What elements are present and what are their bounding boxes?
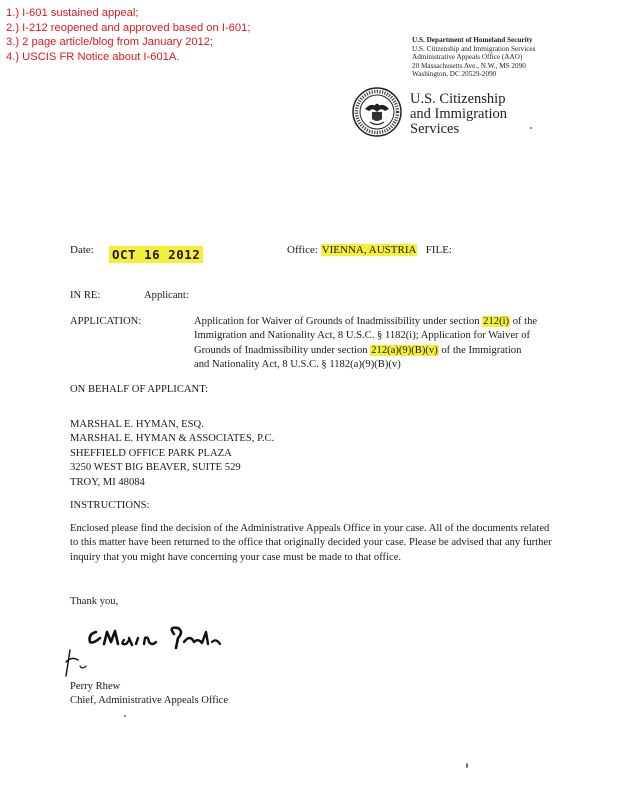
office-line (287, 244, 452, 256)
inre-label: IN RE: (70, 290, 101, 301)
scan-speck (530, 127, 532, 129)
instructions-body: Enclosed please find the decision of the Administrative Appeals Office in your case. All of the documents related to this matter have been returned to the office that originally decided your case. Please be advised that any further inquiry that you might have concerning your case must be made to that office. (70, 523, 552, 563)
date-label: Date: (70, 244, 94, 256)
file-label: FILE: (425, 244, 452, 256)
application-label: APPLICATION: (70, 316, 142, 327)
agency-line: U.S. Citizenship and Immigration Services (412, 44, 536, 53)
instructions-heading: INSTRUCTIONS: (70, 500, 150, 511)
closing-text: Thank you, (70, 596, 119, 607)
annotation-list (6, 6, 306, 64)
agency-line: Administrative Appeals Office (AAO) (412, 53, 523, 62)
annotation-item: 1.) I-601 sustained appeal; (6, 7, 139, 19)
address-line: TROY, MI 48084 (70, 476, 145, 488)
address-line: MARSHAL E. HYMAN, ESQ. (70, 419, 204, 430)
date-stamp: OCT 16 2012 (109, 246, 203, 263)
office-value: VIENNA, AUSTRIA (321, 244, 417, 256)
uscis-wordmark: U.S. Citizenship and Immigration Services (410, 91, 508, 137)
dhs-seal-icon (352, 87, 402, 137)
department-name: U.S. Department of Homeland Security (412, 36, 533, 44)
address-line: 3250 WEST BIG BEAVER, SUITE 529 (70, 462, 241, 474)
signer-title: Chief, Administrative Appeals Office (70, 695, 229, 707)
signer-name: Perry Rhew (70, 681, 121, 692)
section-highlight: 212(i) (483, 316, 510, 327)
section-highlight: 212(a)(9)(B)(v) (371, 344, 438, 356)
scan-speck (466, 763, 468, 768)
signer-block (70, 680, 228, 709)
annotation-item: 3.) 2 page article/blog from January 2012; (6, 36, 214, 49)
application-description: Application for Waiver of Grounds of Inadmissibility under section 212(i) of the Immigration and Nationality Act, 8 U.S.C. § 1182(i); Application for Waiver of Grounds of Inadmissibility under section 212(a)(9)(B)(v) of the Immigration and Nationality Act, 8 U.S.C. § 1182(a)(9)(B)(v) (194, 316, 538, 371)
address-line: MARSHAL E. HYMAN & ASSOCIATES, P.C. (70, 433, 275, 445)
agency-address-block (412, 36, 612, 79)
agency-line: Washington, DC 20529-2090 (412, 70, 497, 79)
on-behalf-heading: ON BEHALF OF APPLICANT: (70, 384, 209, 395)
office-label: Office: (287, 244, 318, 256)
handwritten-signature (60, 620, 240, 678)
inre-applicant: Applicant: (144, 290, 189, 301)
scan-speck (124, 715, 126, 717)
annotation-item: 2.) I-212 reopened and approved based on I-601; (6, 21, 251, 34)
agency-line: 20 Massachusetts Ave., N.W., MS 2090 (412, 61, 526, 70)
attorney-address (70, 418, 274, 490)
annotation-item: 4.) USCIS FR Notice about I-601A. (6, 50, 180, 63)
address-line: SHEFFIELD OFFICE PARK PLAZA (70, 447, 232, 459)
